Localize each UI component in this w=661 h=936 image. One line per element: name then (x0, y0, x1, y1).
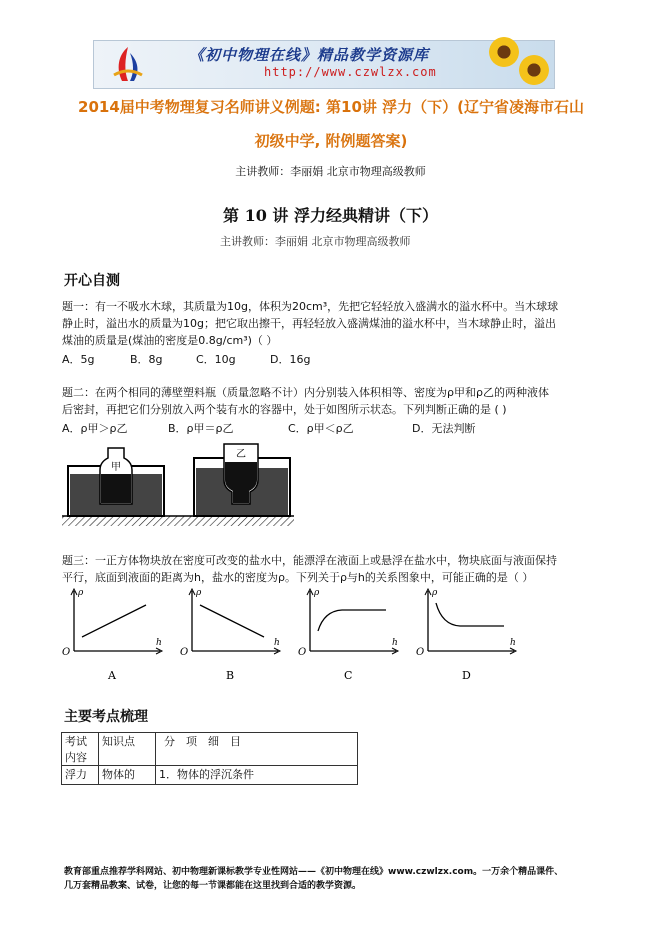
graph-curve-D (436, 603, 504, 626)
lecture-heading: 第 10 讲 浮力经典精讲（下） (223, 206, 438, 225)
q2-option-a: A．ρ甲＞ρ乙 (62, 422, 128, 435)
x-axis-label: h (156, 638, 162, 648)
table-header-row (62, 733, 358, 766)
q2-option-b: B．ρ甲＝ρ乙 (168, 422, 234, 435)
q2-line2: 后密封，再把它们分别放入两个装有水的容器中，处于如图所示状态。下列判断正确的是 ( ) (62, 403, 507, 416)
banner-url[interactable]: http://www.czwlzx.com (264, 65, 437, 79)
graph-option-label: D (462, 669, 471, 682)
section-title-self-test: 开心自测 (64, 273, 120, 289)
table-header-cell: 分 项 细 目 (156, 733, 358, 766)
graph-curve-A (82, 605, 146, 637)
graph-curve-B (200, 605, 264, 637)
banner-title: 《初中物理在线》精品教学资源库 (189, 46, 430, 64)
bottle-label-yi: 乙 (236, 449, 246, 460)
lecturer-line: 主讲教师：李丽娟 北京市物理高级教师 (235, 165, 426, 178)
footer-line2: 几万套精品教案、试卷，让您的每一节课都能在这里找到合适的教学资源。 (64, 881, 362, 891)
origin-label: O (416, 647, 425, 658)
table-header-cell: 知识点 (99, 733, 156, 766)
sunflower-icon (519, 55, 549, 85)
origin-label: O (62, 647, 71, 658)
graph-option-label: C (344, 669, 353, 682)
q1-line1: 题一：有一不吸水木球，其质量为10g，体积为20cm³，先把它轻轻放入盛满水的溢水杯中。当木球球 (62, 300, 559, 313)
y-axis-label: ρ (196, 588, 202, 598)
x-axis-label: h (510, 638, 516, 648)
q3-graphs-svg (60, 585, 516, 685)
table-header-cell: 考试内容 (62, 733, 99, 766)
q1-line3: 煤油的质量是(煤油的密度是0.8g/cm³)（ ） (62, 334, 278, 347)
graph-curve-C (318, 610, 386, 631)
graph-option-label: B (226, 669, 235, 682)
header-banner (93, 40, 555, 89)
section-title-key-points: 主要考点梳理 (64, 709, 148, 725)
container-left (68, 448, 164, 516)
q1-option-d: D．16g (270, 353, 311, 366)
q2-line1: 题二：在两个相同的薄壁塑料瓶（质量忽略不计）内分别装入体积相等、密度为ρ甲和ρ乙的两种液体 (62, 386, 549, 399)
y-axis-label: ρ (78, 588, 84, 598)
table-cell: 1．物体的浮沉条件 (156, 766, 358, 785)
page-footer (64, 865, 624, 893)
footer-line1: 教育部重点推荐学科网站、初中物理新课标教学专业性网站——《初中物理在线》www.czwlzx.com。一万余个精品课件、 (64, 867, 564, 877)
doc-title-line2: 初级中学, 附例题答案) (254, 132, 408, 150)
q3-graphs (60, 585, 516, 685)
doc-title-line1: 2014届中考物理复习名师讲义例题: 第10讲 浮力（下）(辽宁省凌海市石山 (78, 98, 584, 116)
site-logo-icon (110, 45, 146, 83)
x-axis-label: h (274, 638, 280, 648)
q3-line2: 平行，底面到液面的距离为h，盐水的密度为ρ。下列关于ρ与h的关系图象中，可能正确的是（ ） (62, 571, 534, 584)
graph-option-label: A (108, 669, 116, 682)
table-cell: 浮力 (62, 766, 99, 785)
q2-option-c: C．ρ甲＜ρ乙 (288, 422, 354, 435)
q2-option-d: D．无法判断 (412, 422, 476, 435)
ground-hatch (62, 516, 294, 526)
bottle-label-jia: 甲 (111, 462, 121, 473)
q1-option-a: A．5g (62, 353, 95, 366)
lecturer-line-2: 主讲教师：李丽娟 北京市物理高级教师 (220, 235, 411, 248)
q1-line2: 静止时，溢出水的质量为10g；把它取出擦干，再轻轻放入盛满煤油的溢水杯中，当木球静止时，溢出 (62, 317, 556, 330)
y-axis-label: ρ (314, 588, 320, 598)
q3-line1: 题三：一正方体物块放在密度可改变的盐水中，能漂浮在液面上或悬浮在盐水中，物块底面与液面保持 (62, 554, 557, 567)
y-axis-label: ρ (432, 588, 438, 598)
key-points-table (61, 732, 358, 785)
table-row (62, 766, 358, 785)
sunflower-icon (489, 37, 519, 67)
origin-label: O (298, 647, 307, 658)
q2-containers-figure (62, 440, 294, 530)
q1-option-c: C．10g (196, 353, 236, 366)
q1-option-b: B．8g (130, 353, 163, 366)
container-right (194, 444, 290, 516)
x-axis-label: h (392, 638, 398, 648)
origin-label: O (180, 647, 189, 658)
table-cell: 物体的 (99, 766, 156, 785)
